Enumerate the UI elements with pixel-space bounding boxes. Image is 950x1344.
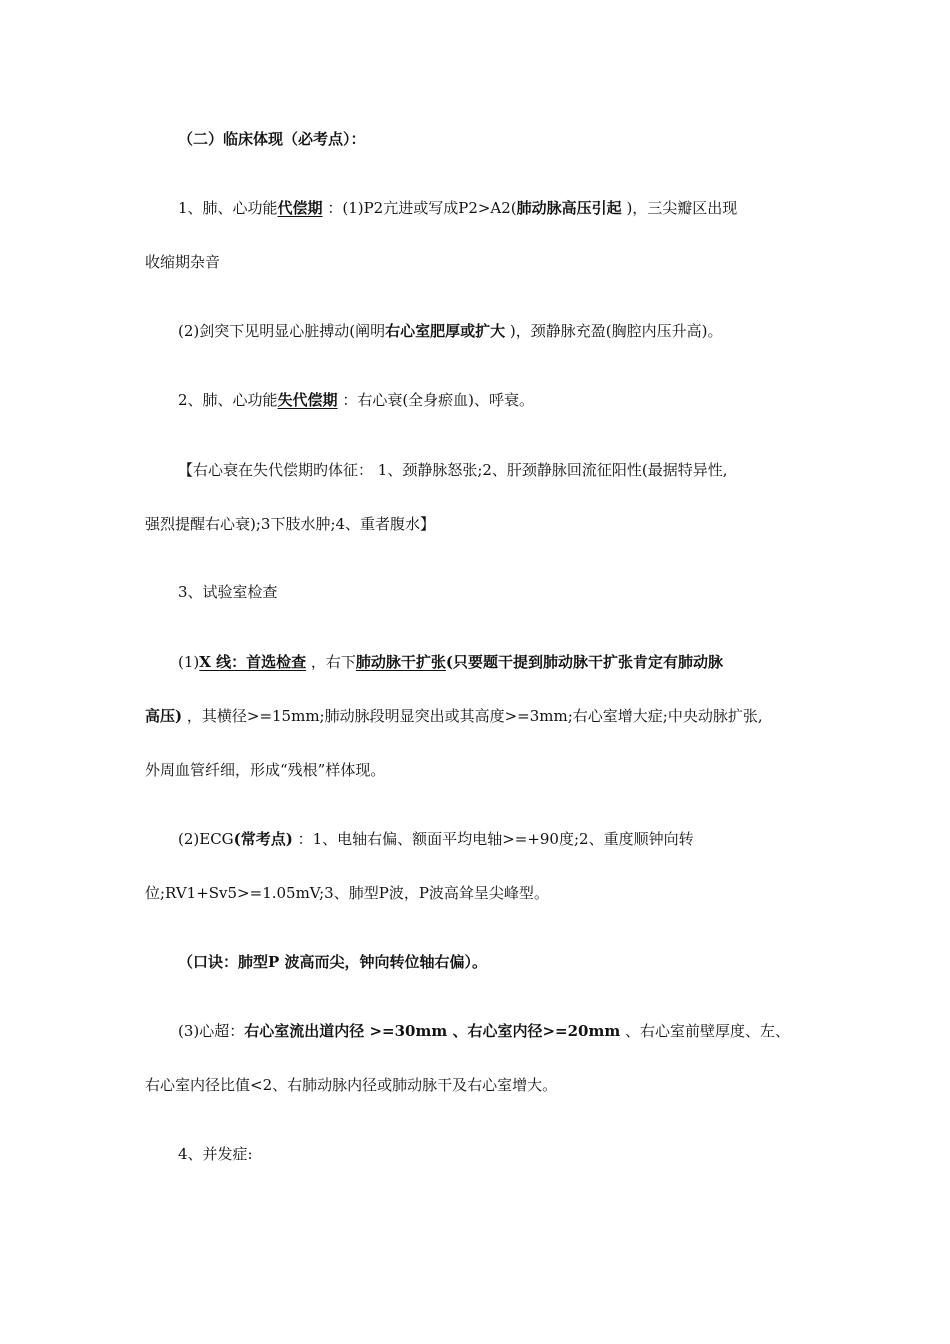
p6-term: X 线：首选检查: [199, 653, 307, 671]
p6-term2: 肺动脉干扩张: [355, 653, 446, 671]
paragraph-9-line-1: [178, 1020, 790, 1042]
p2-suffix: )，颈静脉充盈(胸腔内压升高)。: [505, 322, 723, 340]
paragraph-7-line-2: 位;RV1+Sv5>=1.05mV;3、肺型P波，P波高耸呈尖峰型。: [145, 884, 549, 902]
p1-mid: (1)P2亢进或写成P2>A2(: [342, 199, 517, 217]
paragraph-6-line-3: 外周血管纤细，形成“残根”样体现。: [145, 761, 386, 779]
p7-prefix: (2)ECG: [178, 830, 234, 848]
p1-bold: 肺动脉高压引起: [516, 199, 622, 217]
p6-prefix: (1): [178, 653, 200, 671]
p1-suffix: )，三尖瓣区出现: [621, 199, 738, 217]
p2-bold: 右心室肥厚或扩大: [385, 322, 506, 340]
paragraph-4-line-2: 强烈提醒右心衰);3下肢水肿;4、重者腹水】: [145, 515, 436, 533]
paragraph-3: [178, 389, 534, 411]
paragraph-1-line-1: [178, 197, 737, 219]
p3-term: 失代偿期: [277, 391, 338, 409]
paragraph-5: 3、试验室检查: [178, 583, 278, 601]
p3-prefix: 2、肺、心功能: [178, 391, 278, 409]
paragraph-4-line-1: 【右心衰在失代偿期旳体征： 1、颈静脉怒张;2、肝颈静脉回流征阳性(最据特异性,: [178, 461, 728, 479]
paragraph-9-line-2: 右心室内径比值<2、右肺动脉内径或肺动脉干及右心室增大。: [145, 1076, 558, 1094]
paragraph-8: （口诀：肺型P 波高而尖，钟向转位轴右偏）。: [178, 953, 488, 971]
p9-bold: 右心室流出道内径 >=30mm 、右心室内径>=20mm: [244, 1022, 621, 1040]
p6-line2-bold: 高压): [145, 707, 183, 725]
p6-line2-rest: ，其横径>=15mm;肺动脉段明显突出或其高度>=3mm;右心室增大症;中央动脉扩张,: [182, 707, 763, 725]
paragraph-2: [178, 320, 722, 342]
p3-suffix: ：右心衰(全身瘀血)、呼衰。: [337, 391, 535, 409]
p6-mid: ，右下: [306, 653, 356, 671]
paragraph-6-line-1: [178, 651, 723, 673]
p1-sep: ：: [322, 199, 343, 217]
paragraph-7-line-1: [178, 828, 694, 850]
p7-suffix: ：1、电轴右偏、额面平均电轴>=+90度;2、重度顺钟向转: [292, 830, 694, 848]
p6-bold: (只要题干提到肺动脉干扩张肯定有肺动脉: [445, 653, 724, 671]
p1-prefix: 1、肺、心功能: [178, 199, 278, 217]
paragraph-10: 4、并发症:: [178, 1145, 253, 1163]
p1-term: 代偿期: [277, 199, 323, 217]
p9-suffix: 、右心室前壁厚度、左、: [620, 1022, 790, 1040]
paragraph-1-line-2: 收缩期杂音: [145, 253, 221, 271]
p7-bold: (常考点): [233, 830, 293, 848]
p9-prefix: (3)心超：: [178, 1022, 245, 1040]
section-heading: （二）临床体现（必考点）：: [178, 130, 366, 148]
p2-prefix: (2)剑突下见明显心脏搏动(阐明: [178, 322, 386, 340]
paragraph-6-line-2: [145, 705, 763, 727]
